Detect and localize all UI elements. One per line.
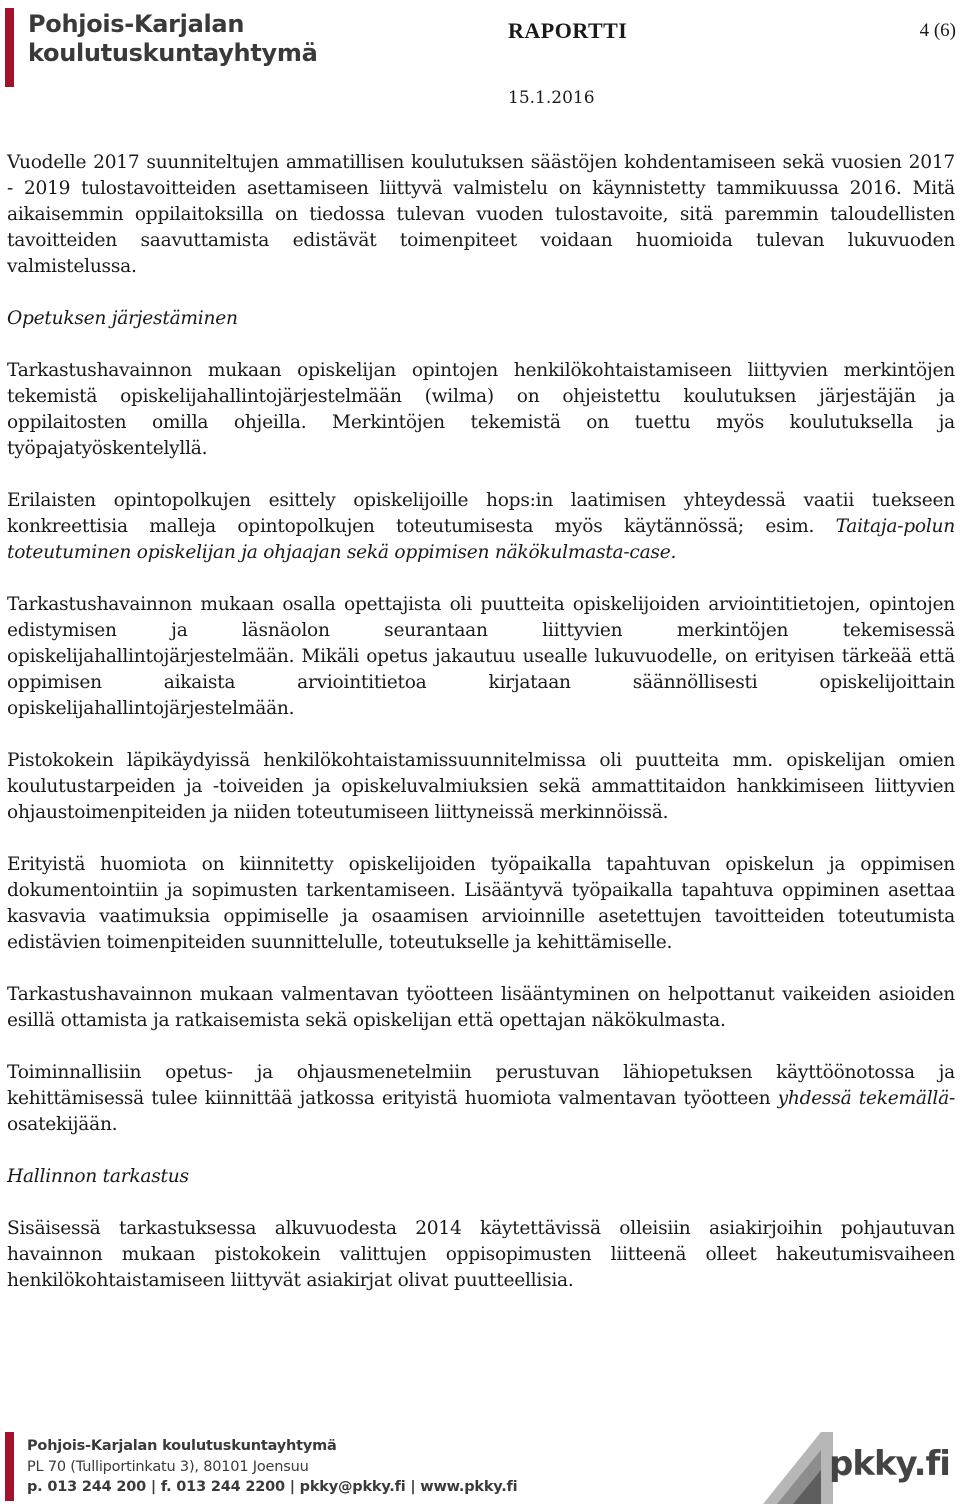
paragraph: Tarkastushavainnon mukaan opiskelijan opintojen henkilökohtaistamiseen liittyvien merkintöjen tekemistä opiskelijahallintojärjestelmään (wilma) on ohjeistettu koulutuksen järjestäjän ja oppilaitosten omilla ohjeilla. Merkintöjen tekemistä on tuettu myös koulutuksella ja työpajatyöskentelyllä. <box>7 360 955 459</box>
paragraph: Vuodelle 2017 suunniteltujen ammatillisen koulutuksen säästöjen kohdentamiseen sekä vuosien 2017 - 2019 tulostavoitteiden asettamiseen liittyvä valmistelu on käynnistetty tammikuussa 2016. Mitä aikaisemmin oppilaitoksilla on tiedossa tulevan vuoden tulostavoite, sitä paremmin taloudellisten tavoitteiden saavuttamista edistävät toimenpiteet voidaan huomioida tulevan lukuvuoden valmistelussa. <box>7 152 955 277</box>
pkky-logo <box>763 1432 953 1504</box>
pkky-logo-text: pkky.fi <box>829 1444 950 1484</box>
paragraph-emphasis: Taitaja-polun toteutuminen opiskelijan ja ohjaajan sekä oppimisen näkökulmasta-case. <box>7 516 955 563</box>
paragraph-emphasis: yhdessä tekemällä <box>777 1088 949 1109</box>
footer-bar <box>5 1432 14 1501</box>
footer-org: Pohjois-Karjalan koulutuskuntayhtymä <box>27 1438 337 1454</box>
paragraph-text: Toiminnallisiin opetus- ja ohjausmenetelmiin perustuvan lähiopetuksen käyttöönotossa ja kehittämisessä tulee kiinnittää jatkossa erityistä huomiota valmentavan työotteen <box>7 1062 955 1109</box>
document-body <box>7 150 955 1320</box>
report-date: 15.1.2016 <box>508 88 595 108</box>
report-title: RAPORTTI <box>508 18 628 43</box>
paragraph-text: Erilaisten opintopolkujen esittely opiskelijoille hops:in laatimisen yhteydessä vaatii tuekseen konkreettisia malleja opintopolkujen toteutumisesta myös käytännössä; esim. <box>7 490 955 537</box>
page-number: 4 (6) <box>919 20 956 41</box>
section-heading: Hallinnon tarkastus <box>7 1166 189 1187</box>
section-heading: Opetuksen järjestäminen <box>7 308 238 329</box>
paragraph: Tarkastushavainnon mukaan valmentavan työotteen lisääntyminen on helpottanut vaikeiden asioiden esillä ottamista ja ratkaisemista sekä opiskelijan että opettajan näkökulmasta. <box>7 984 955 1031</box>
org-logo-line2: koulutuskuntayhtymä <box>28 39 318 67</box>
paragraph: Sisäisessä tarkastuksessa alkuvuodesta 2014 käytettävissä olleisiin asiakirjoihin pohjautuvan havainnon mukaan pistokokein valittujen oppisopimusten liitteenä olleet hakeutumisvaiheen henkilökohtaistamiseen liittyvät asiakirjat olivat puutteellisia. <box>7 1218 955 1291</box>
footer-address: PL 70 (Tulliportinkatu 3), 80101 Joensuu <box>27 1458 309 1475</box>
logo-bar <box>5 8 14 87</box>
pkky-logo-icon <box>763 1432 833 1504</box>
footer-contact: p. 013 244 200 | f. 013 244 2200 | pkky@pkky.fi | www.pkky.fi <box>27 1479 518 1495</box>
paragraph-text: -osatekijään. <box>7 1088 955 1135</box>
paragraph <box>7 488 955 566</box>
paragraph: Pistokokein läpikäydyissä henkilökohtaistamissuunnitelmissa oli puutteita mm. opiskelijan omien koulutustarpeiden ja -toiveiden ja opiskeluvalmiuksien sekä ammattitaidon hankkimiseen liittyvien ohjaustoimenpiteiden ja niiden toteutumiseen liittyneissä merkinnöissä. <box>7 750 955 823</box>
footer-contact-block <box>27 1436 517 1498</box>
paragraph <box>7 1060 955 1138</box>
page-footer <box>5 1432 955 1504</box>
org-logo-line1: Pohjois-Karjalan <box>28 10 245 38</box>
org-logo <box>28 10 317 68</box>
paragraph: Tarkastushavainnon mukaan osalla opettajista oli puutteita opiskelijoiden arviointitietojen, opintojen edistymisen ja läsnäolon seurantaan liittyvien merkintöjen tekemisessä opiskelijahallintojärjestelmään. Mikäli opetus jakautuu usealle lukuvuodelle, on erityisen tärkeää että oppimisen aikaista arviointitietoa kirjataan säännöllisesti opiskelijoittain opiskelijahallintojärjestelmään. <box>7 594 955 719</box>
paragraph: Erityistä huomiota on kiinnitetty opiskelijoiden työpaikalla tapahtuvan opiskelun ja oppimisen dokumentointiin ja sopimusten tarkentamiseen. Lisääntyvä työpaikalla tapahtuva oppiminen asettaa kasvavia vaatimuksia oppimiselle ja osaamisen arvioinnille asetettujen tavoitteiden toteutumista edistävien toimenpiteiden suunnittelulle, toteutukselle ja kehittämiselle. <box>7 854 955 953</box>
